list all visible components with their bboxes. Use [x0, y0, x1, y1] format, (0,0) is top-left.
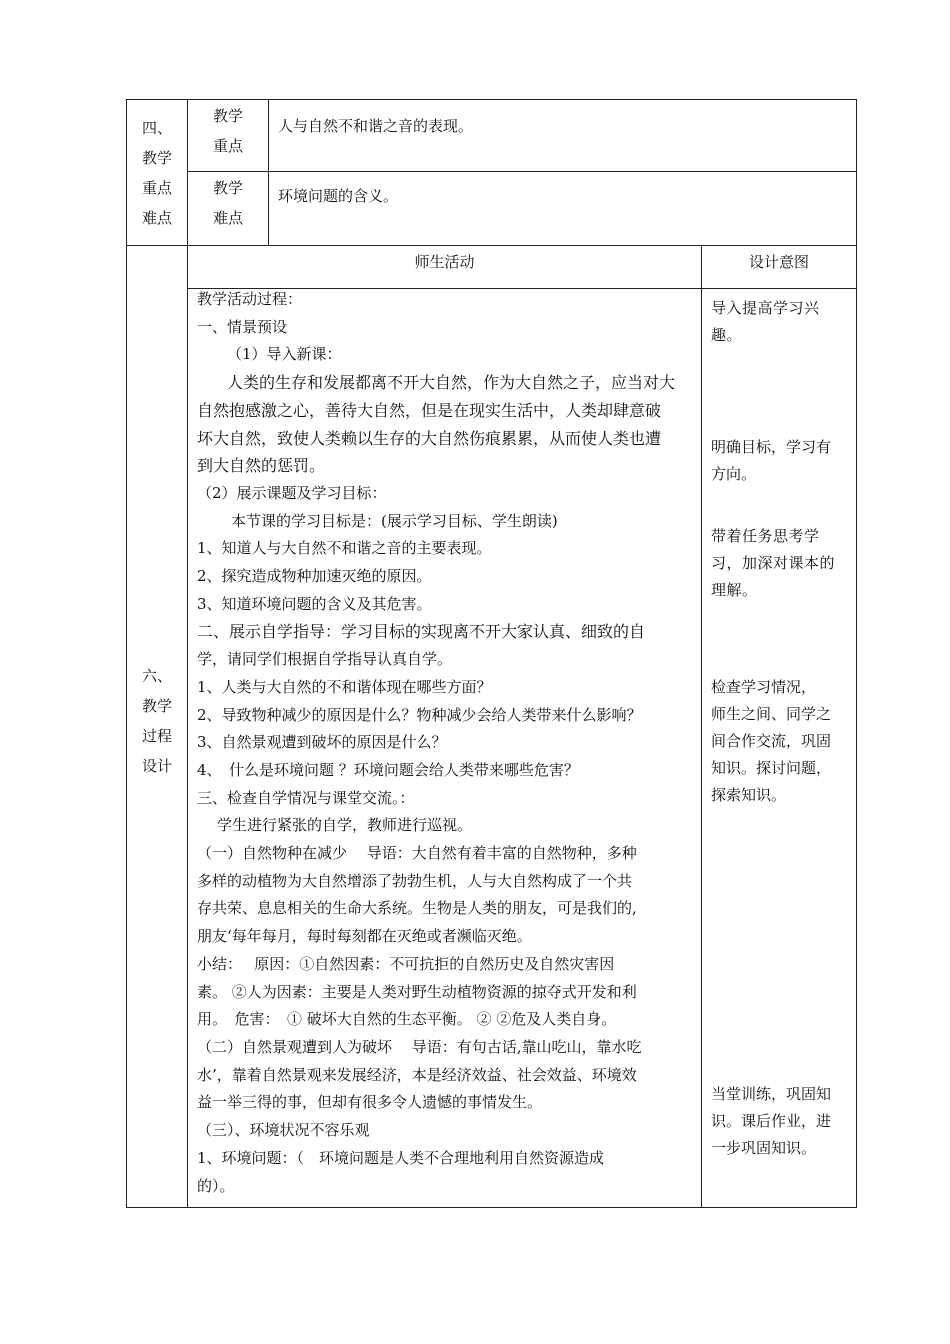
- activity-column-header: 师生活动: [414, 253, 475, 271]
- sublabel-column-divider: [268, 99, 269, 245]
- section4-label-line: 重点: [141, 179, 172, 197]
- difficult-point-label-line: 难点: [212, 209, 243, 227]
- activity-line: 朋友‘每年每月，每时每刻都在灭绝或者濒临灭绝。: [197, 927, 532, 946]
- intent-line: 趣。: [711, 326, 743, 344]
- key-point-label: [188, 101, 268, 161]
- intent-line: 间合作交流，巩固: [711, 732, 832, 750]
- intent-line: 检查学习情况，: [711, 678, 817, 696]
- activity-line: 水’，靠着自然景观来发展经济，本是经济效益、社会效益、环境效: [197, 1065, 637, 1084]
- intent-line: 方向。: [711, 465, 757, 483]
- activity-line: 用。 危害： ① 破坏大自然的生态平衡。 ② ②危及人类自身。: [197, 1010, 617, 1029]
- section4-label: [127, 113, 187, 233]
- intent-line: 师生之间、同学之: [711, 705, 832, 723]
- activity-line: 人类的生存和发展都离不开大自然，作为大自然之子，应当对大: [227, 373, 676, 393]
- activity-line: 小结： 原因：①自然因素：不可抗拒的自然历史及自然灾害因: [197, 954, 615, 973]
- intent-line: 识。课后作业，进: [711, 1112, 832, 1130]
- intent-block-tasks: [711, 523, 849, 604]
- intent-line: 当堂训练，巩固知: [711, 1085, 832, 1103]
- section6-label-line: 教学: [141, 697, 172, 715]
- activity-line: 1、知道人与大自然不和谐之音的主要表现。: [197, 539, 492, 558]
- activity-line: 学生进行紧张的自学，教师进行巡视。: [217, 816, 473, 835]
- section6-label-line: 六、: [141, 667, 172, 685]
- difficult-point-label-line: 教学: [212, 179, 243, 197]
- intent-block-check: [711, 674, 849, 809]
- table-left-border: [126, 99, 127, 1208]
- intent-column-divider: [701, 245, 702, 1208]
- activity-line: （2）展示课题及学习目标：: [197, 483, 387, 502]
- intent-line: 探索知识。: [711, 786, 787, 804]
- intent-line: 习，加深对课本的: [711, 554, 836, 572]
- activity-line: 3、知道环境问题的含义及其危害。: [197, 594, 432, 613]
- intent-line: 一步巩固知识。: [711, 1139, 817, 1157]
- activity-line: （三）、环境状况不容乐观: [197, 1121, 370, 1140]
- activity-line: 存共荣、息息相关的生命大系统。生物是人类的朋友，可是我们的,: [197, 899, 637, 918]
- activity-line: 的）。: [197, 1176, 235, 1195]
- intent-column-header: 设计意图: [748, 253, 809, 271]
- intent-block-practice: [711, 1081, 849, 1162]
- activity-line: （1）导入新课：: [227, 345, 342, 364]
- intent-block-intro: [711, 295, 849, 349]
- section4-label-line: 四、: [141, 119, 172, 137]
- difficult-point-label: [188, 173, 268, 233]
- section6-label-line: 过程: [141, 727, 172, 745]
- section6-label-line: 设计: [141, 757, 172, 775]
- activity-line: 1、人类与大自然的不和谐体现在哪些方面？: [197, 677, 492, 696]
- activity-line: 2、探究造成物种加速灭绝的原因。: [197, 567, 432, 586]
- section6-label: [127, 661, 187, 781]
- activity-line: （二）自然景观遭到人为破坏 导语：有句古话,靠山吃山，靠水吃: [197, 1037, 642, 1056]
- intent-line: 导入提高学习兴: [711, 299, 820, 317]
- intent-block-goals: [711, 434, 849, 488]
- intent-line: 理解。: [711, 581, 758, 599]
- difficult-point-content: 环境问题的含义。: [278, 187, 399, 205]
- activity-line: 自然抱感激之心，善待大自然，但是在现实生活中，人类却肆意破: [197, 400, 662, 420]
- activity-line: 到大自然的惩罚。: [197, 456, 326, 476]
- key-point-content: 人与自然不和谐之音的表现。: [278, 117, 474, 135]
- activity-line: 多样的动植物为大自然增添了勃勃生机，人与大自然构成了一个共: [197, 871, 633, 890]
- section4-label-line: 教学: [141, 149, 172, 167]
- activity-line: 学，请同学们根据自学指导认真自学。: [197, 650, 453, 669]
- table-bottom-border: [126, 1207, 857, 1208]
- activity-line: 1、环境问题：（ 环境问题是人类不合理地利用自然资源造成: [197, 1148, 605, 1167]
- activity-line: 三、检查自学情况与课堂交流。：: [197, 788, 415, 807]
- activity-line: 坏大自然，致使人类赖以生存的大自然伤痕累累，从而使人类也遭: [197, 428, 662, 448]
- activity-line: 一、情景预设: [197, 317, 288, 336]
- activity-line: 教学活动过程：: [197, 290, 303, 308]
- activity-line: 二、展示自学指导：学习目标的实现离不开大家认真、细致的自: [197, 622, 646, 642]
- activity-line: 2、导致物种减少的原因是什么？物种减少会给人类带来什么影响？: [197, 705, 642, 724]
- intent-line: 明确目标，学习有: [711, 438, 832, 456]
- activity-line: （一）自然物种在减少 导语：大自然有着丰富的自然物种，多种: [197, 844, 637, 863]
- intent-line: 知识。探讨问题，: [711, 759, 832, 777]
- section4-label-line: 难点: [141, 209, 172, 227]
- key-difficult-row-divider: [187, 171, 857, 172]
- key-point-label-line: 重点: [212, 137, 243, 155]
- table-right-border: [856, 99, 857, 1208]
- key-point-label-line: 教学: [212, 107, 243, 125]
- activity-line: 4、 什么是环境问题 ？环境问题会给人类带来哪些危害？: [197, 760, 579, 779]
- activity-line: 本节课的学习目标是：(展示学习目标、学生朗读): [231, 511, 558, 530]
- table-top-border: [126, 99, 857, 100]
- activity-line: 3、自然景观遭到破坏的原因是什么？: [197, 733, 447, 752]
- intent-line: 带着任务思考学: [711, 527, 820, 545]
- activity-content: [197, 286, 697, 1200]
- section-row-divider: [126, 245, 857, 246]
- activity-line: 益一举三得的事，但却有很多令人遗憾的事情发生。: [197, 1093, 543, 1112]
- activity-line: 素。 ②人为因素：主要是人类对野生动植物资源的掠夺式开发和利: [197, 982, 637, 1001]
